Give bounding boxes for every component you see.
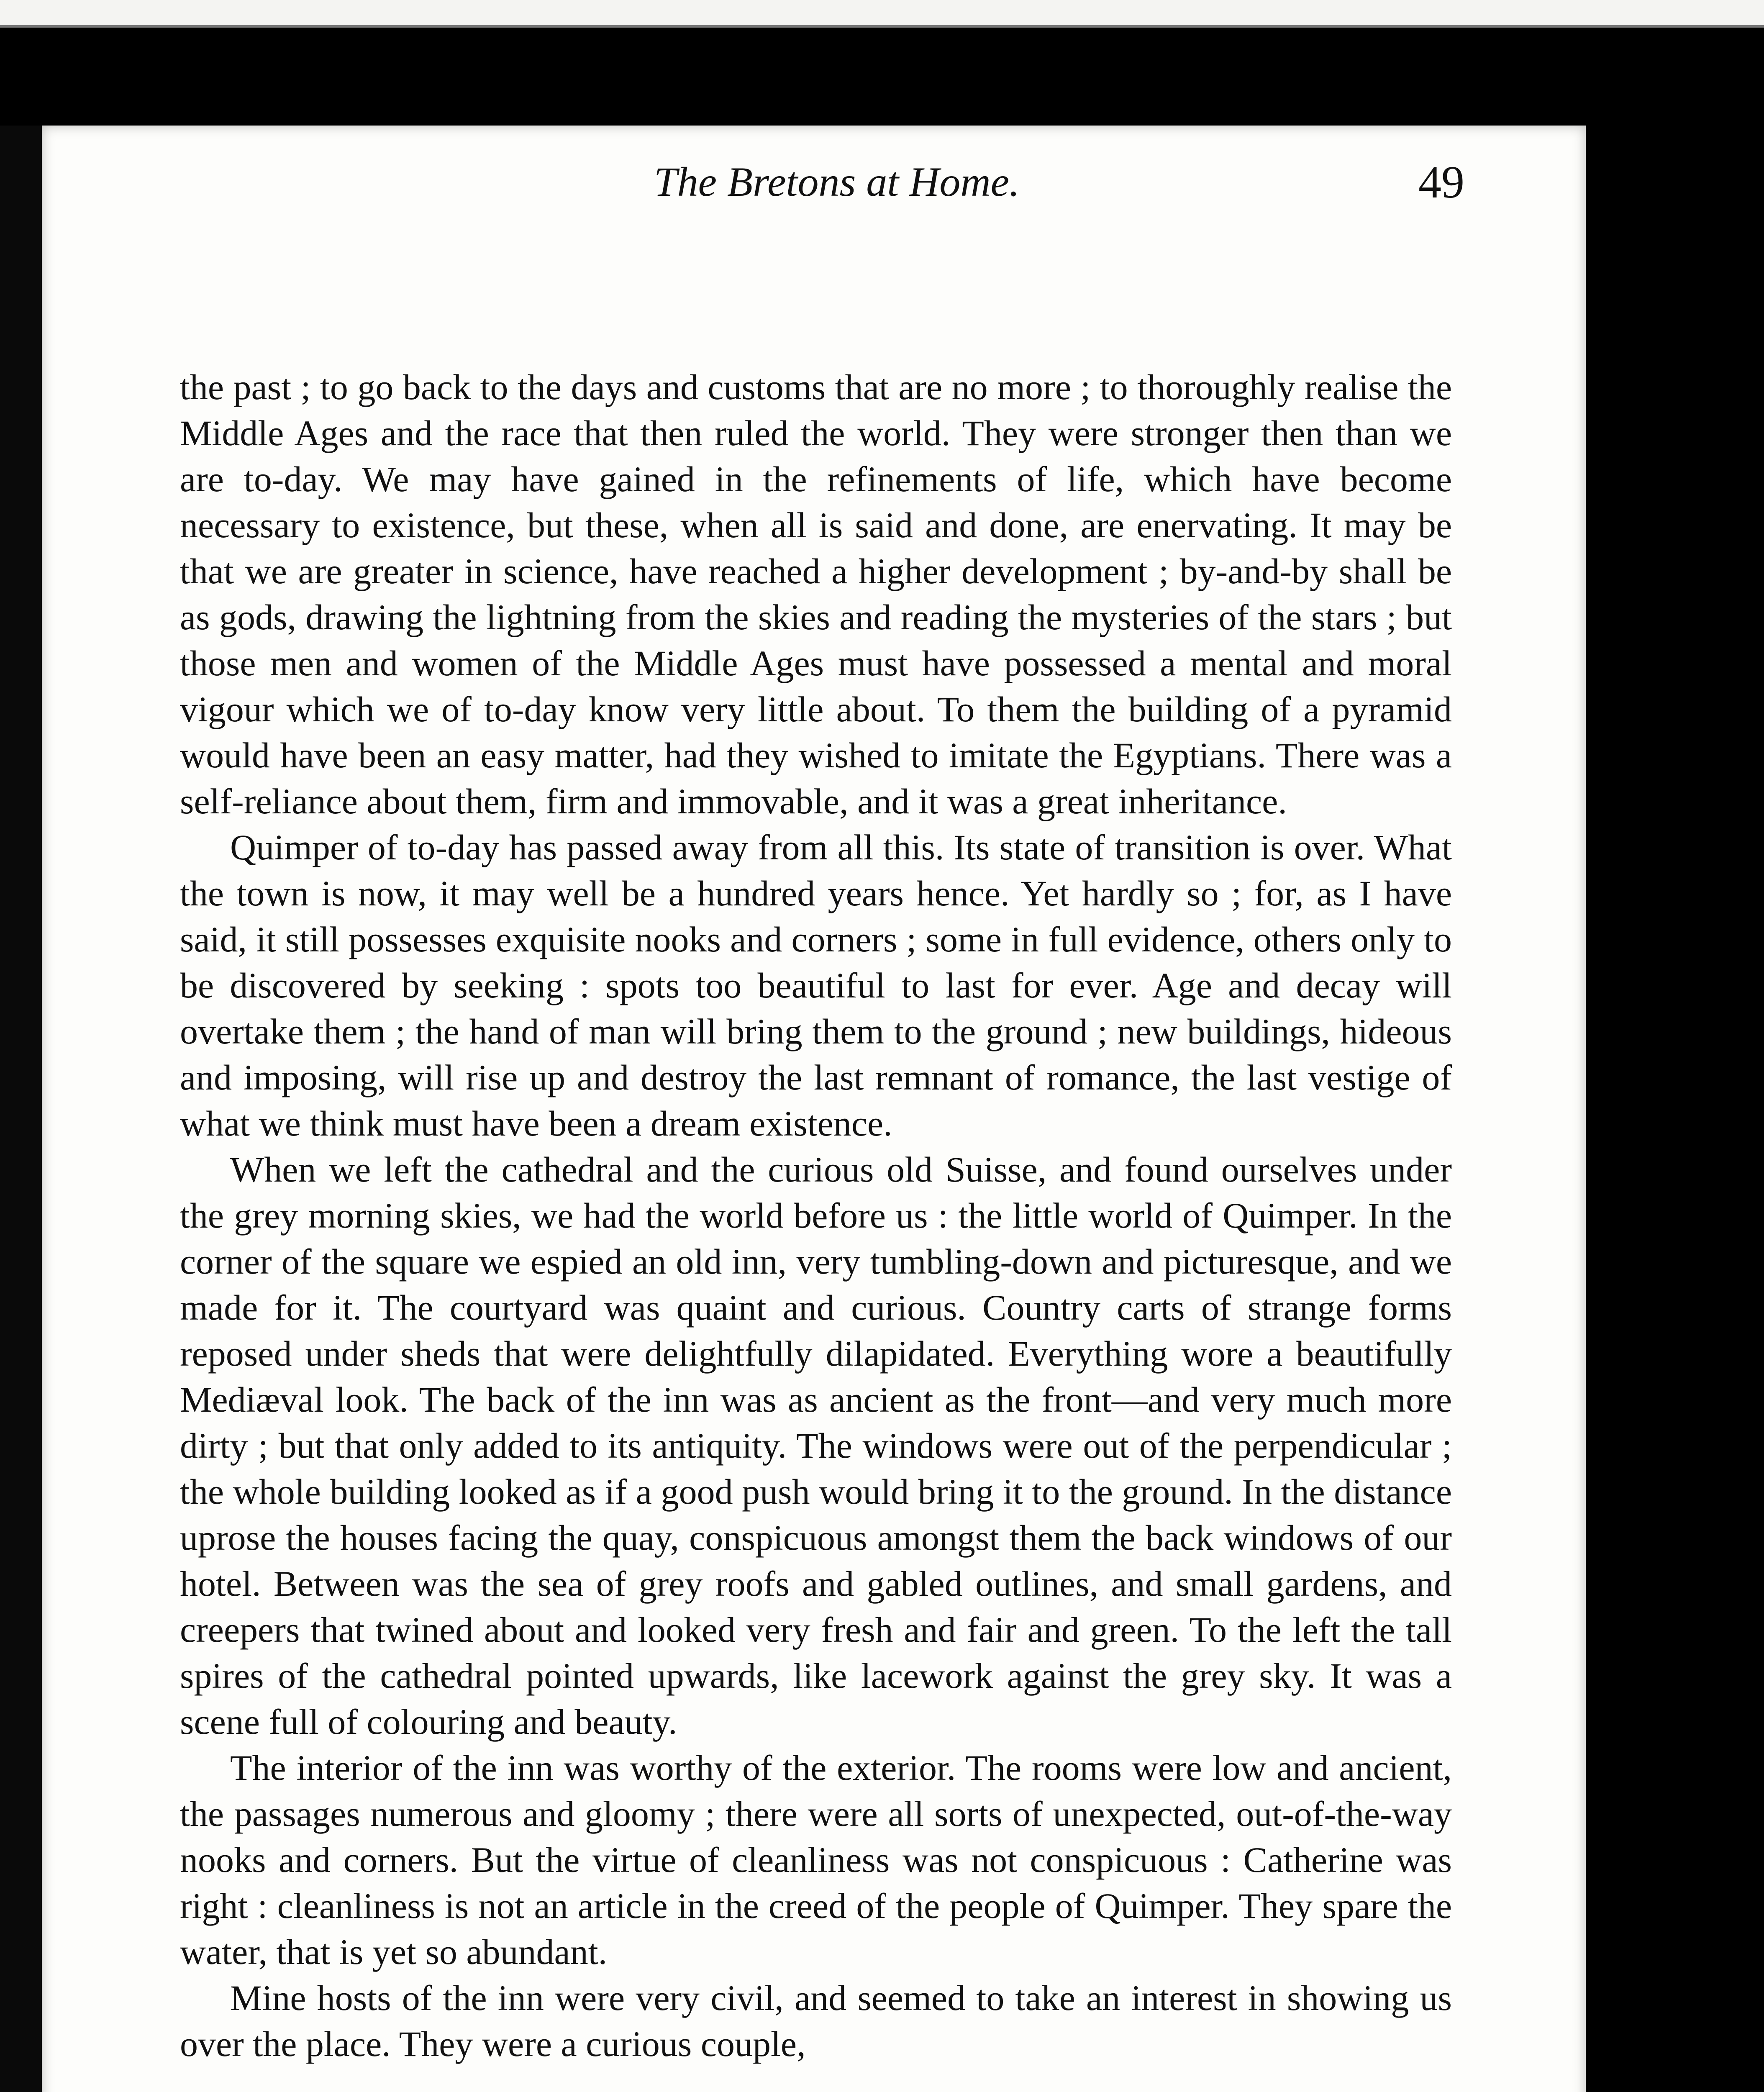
paragraph-4: The interior of the inn was worthy of the exterior. The rooms were low and ancient, the passages numerous and gloomy ; there were all sorts of unexpected, out-of-the-way nooks and corners. But the virtue of cleanliness was not conspicuous : Catherine was right : cleanliness is not an article in the creed of the people of Quimper. They spare the water, that is yet so abundant. [180,1748,1452,1972]
page-number: 49 [1418,156,1464,208]
paragraph-1: the past ; to go back to the days and customs that are no more ; to thoroughly realise the Middle Ages and the race that then ruled the world. They were stronger then than we are to-day. We may have gained in the refinements of life, which have become necessary to existence, but these, when all is said and done, are enervating. It may be that we are greater in science, have reached a higher development ; by-and-by shall be as gods, drawing the lightning from the skies and reading the mysteries of the stars ; but those men and women of the Middle Ages must have possessed a mental and moral vigour which we of to-day know very little about. To them the building of a pyramid would have been an easy matter, had they wished to imitate the Egyptians. There was a self-reliance about them, firm and immovable, and it was a great inheritance. [180,367,1452,821]
paragraph-5: Mine hosts of the inn were very civil, and seemed to take an interest in showing us over the place. They were a curious couple, [180,1978,1452,2064]
running-title: The Bretons at Home. [654,159,1020,205]
book-spine [0,126,42,2092]
body-text [180,364,1452,2067]
previous-page-edge [0,0,1764,28]
paragraph-2: Quimper of to-day has passed away from all this. Its state of transition is over. What the town is now, it may well be a hundred years hence. Yet hardly so ; for, as I have said, it still possesses exquisite nooks and corners ; some in full evidence, others only to be discovered by seeking : spots too beautiful to last for ever. Age and decay will overtake them ; the hand of man will bring them to the ground ; new buildings, hideous and imposing, will rise up and destroy the last remnant of romance, the last vestige of what we think must have been a dream existence. [180,827,1452,1143]
paragraph-3: When we left the cathedral and the curious old Suisse, and found ourselves under the grey morning skies, we had the world before us : the little world of Quimper. In the corner of the square we espied an old inn, very tumbling-down and picturesque, and we made for it. The courtyard was quaint and curious. Country carts of strange forms reposed under sheds that were delightfully dilapidated. Everything wore a beautifully Mediæval look. The back of the inn was as ancient as the front—and very much more dirty ; but that only added to its antiquity. The windows were out of the perpendicular ; the whole building looked as if a good push would bring it to the ground. In the distance uprose the houses facing the quay, conspicuous amongst them the back windows of our hotel. Between was the sea of grey roofs and gabled outlines, and small gardens, and creepers that twined about and looked very fresh and fair and green. To the left the tall spires of the cathedral pointed upwards, like lacework against the grey sky. It was a scene full of colouring and beauty. [180,1149,1452,1742]
running-head [209,151,1464,222]
